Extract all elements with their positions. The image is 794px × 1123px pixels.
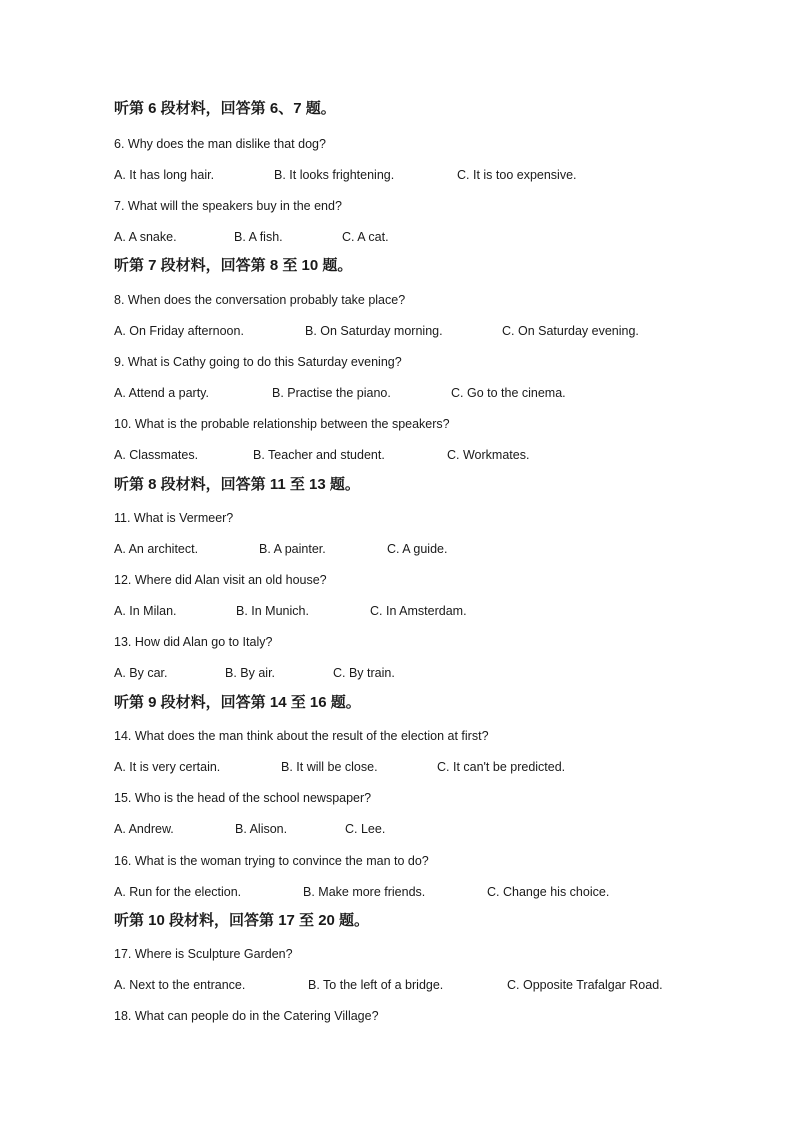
question-text: 15. Who is the head of the school newspaper? — [114, 791, 372, 805]
option-a[interactable]: A. A snake. — [114, 230, 177, 244]
option-a[interactable]: A. An architect. — [114, 542, 199, 556]
question-text: 10. What is the probable relationship between the speakers? — [114, 417, 450, 431]
question-text: 13. How did Alan go to Italy? — [114, 635, 273, 649]
option-c[interactable]: C. Change his choice. — [487, 885, 610, 899]
option-c[interactable]: C. Workmates. — [447, 448, 530, 462]
option-b[interactable]: B. To the left of a bridge. — [308, 978, 444, 992]
question-text: 12. Where did Alan visit an old house? — [114, 573, 327, 587]
option-b[interactable]: B. A fish. — [234, 230, 283, 244]
option-c[interactable]: C. A guide. — [387, 542, 448, 556]
option-b[interactable]: B. A painter. — [259, 542, 326, 556]
question-text: 16. What is the woman trying to convince the man to do? — [114, 854, 429, 868]
section-heading: 听第 8 段材料，回答第 11 至 13 题。 — [114, 476, 360, 493]
option-a[interactable]: A. It has long hair. — [114, 168, 215, 182]
option-b[interactable]: B. On Saturday morning. — [305, 324, 443, 338]
option-b[interactable]: B. Practise the piano. — [272, 386, 391, 400]
option-a[interactable]: A. It is very certain. — [114, 760, 221, 774]
question-text: 7. What will the speakers buy in the end? — [114, 199, 342, 213]
option-b[interactable]: B. It looks frightening. — [274, 168, 395, 182]
section-heading: 听第 9 段材料，回答第 14 至 16 题。 — [114, 694, 361, 711]
option-b[interactable]: B. Make more friends. — [303, 885, 426, 899]
option-c[interactable]: C. It can't be predicted. — [437, 760, 566, 774]
option-a[interactable]: A. Attend a party. — [114, 386, 209, 400]
question-text: 17. Where is Sculpture Garden? — [114, 947, 293, 961]
question-text: 18. What can people do in the Catering Village? — [114, 1009, 379, 1023]
option-c[interactable]: C. Lee. — [345, 822, 386, 836]
option-a[interactable]: A. By car. — [114, 666, 168, 680]
question-text: 14. What does the man think about the result of the election at first? — [114, 729, 489, 743]
section-heading: 听第 7 段材料，回答第 8 至 10 题。 — [114, 257, 353, 274]
option-a[interactable]: A. Classmates. — [114, 448, 199, 462]
option-c[interactable]: C. It is too expensive. — [457, 168, 577, 182]
option-b[interactable]: B. In Munich. — [236, 604, 309, 618]
option-c[interactable]: C. In Amsterdam. — [370, 604, 467, 618]
question-text: 11. What is Vermeer? — [114, 511, 234, 525]
option-a[interactable]: A. Run for the election. — [114, 885, 242, 899]
question-text: 9. What is Cathy going to do this Saturday evening? — [114, 355, 402, 369]
section-heading: 听第 6 段材料，回答第 6、7 题。 — [114, 100, 336, 117]
option-a[interactable]: A. On Friday afternoon. — [114, 324, 244, 338]
option-a[interactable]: A. In Milan. — [114, 604, 177, 618]
option-c[interactable]: C. By train. — [333, 666, 395, 680]
option-a[interactable]: A. Andrew. — [114, 822, 174, 836]
option-a[interactable]: A. Next to the entrance. — [114, 978, 246, 992]
question-text: 8. When does the conversation probably take place? — [114, 293, 406, 307]
option-b[interactable]: B. It will be close. — [281, 760, 378, 774]
section-heading: 听第 10 段材料，回答第 17 至 20 题。 — [114, 912, 370, 929]
question-text: 6. Why does the man dislike that dog? — [114, 137, 326, 151]
option-c[interactable]: C. Go to the cinema. — [451, 386, 566, 400]
option-c[interactable]: C. A cat. — [342, 230, 389, 244]
option-b[interactable]: B. Teacher and student. — [253, 448, 385, 462]
option-b[interactable]: B. By air. — [225, 666, 276, 680]
option-c[interactable]: C. Opposite Trafalgar Road. — [507, 978, 663, 992]
option-c[interactable]: C. On Saturday evening. — [502, 324, 639, 338]
option-b[interactable]: B. Alison. — [235, 822, 288, 836]
